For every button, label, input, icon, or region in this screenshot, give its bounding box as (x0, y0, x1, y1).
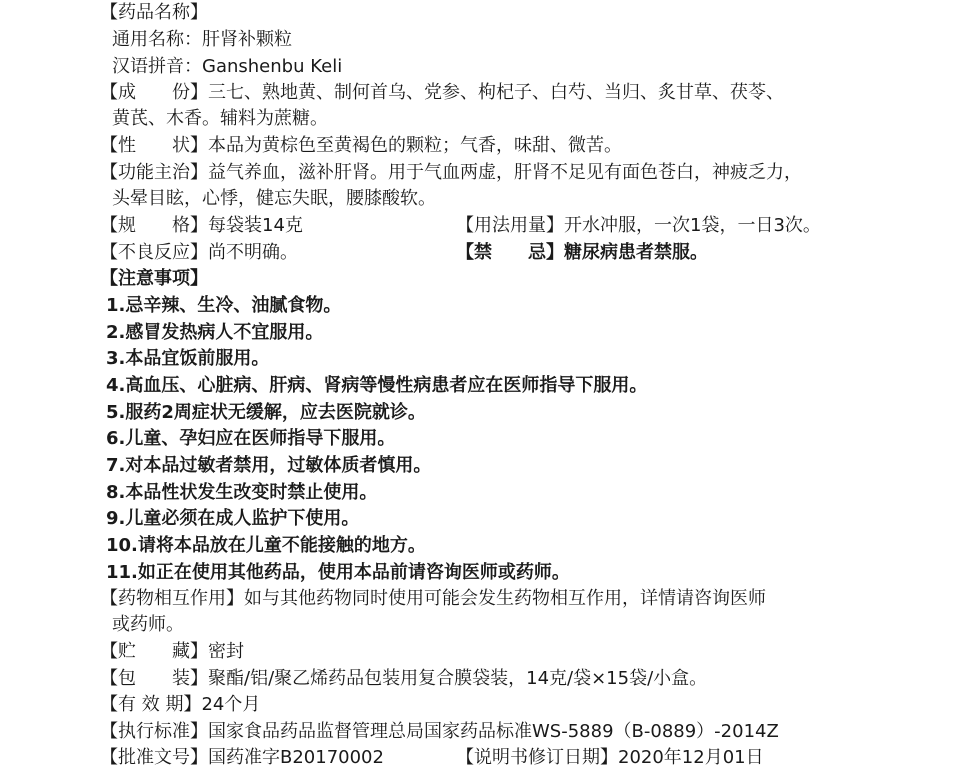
appearance-line (100, 133, 622, 159)
precaution-item-text: 2.感冒发热病人不宜服用。 (106, 322, 324, 343)
precaution-item (106, 426, 395, 452)
generic-name-text: 通用名称：肝肾补颗粒 (112, 29, 292, 50)
standard-line (100, 719, 779, 745)
precaution-item-text: 8.本品性状发生改变时禁止使用。 (106, 482, 378, 503)
standard-label: 【执行标准】 (100, 721, 208, 742)
packaging-line (100, 666, 707, 692)
adverse-value: 尚不明确。 (208, 242, 298, 263)
indications-label: 【功能主治】 (100, 162, 208, 183)
dosage-value: 开水冲服，一次1袋，一日3次。 (564, 215, 821, 236)
precaution-item (106, 293, 341, 319)
precaution-item (106, 320, 323, 346)
storage-line (100, 639, 244, 665)
precaution-item-text: 9.儿童必须在成人监护下使用。 (106, 508, 360, 529)
specification-line (100, 213, 303, 239)
approval-label: 【批准文号】 (100, 747, 208, 768)
ingredients-line-2 (112, 106, 328, 132)
ingredients-value-1: 三七、熟地黄、制何首乌、党参、枸杞子、白芍、当归、炙甘草、茯苓、 (208, 82, 784, 103)
precaution-item (106, 533, 426, 559)
precautions-label: 【注意事项】 (100, 268, 208, 289)
contraindications-label: 【禁 忌】 (456, 242, 564, 263)
precaution-item-text: 7.对本品过敏者禁用，过敏体质者慎用。 (106, 455, 432, 476)
precaution-item (106, 373, 647, 399)
precautions-header (100, 266, 208, 292)
pinyin-name (112, 54, 342, 80)
specification-label: 【规 格】 (100, 215, 208, 236)
drug-name-header-text: 【药品名称】 (100, 2, 208, 23)
interactions-value-2: 或药师。 (112, 614, 184, 635)
dosage-line (456, 213, 821, 239)
approval-line (100, 745, 384, 771)
ingredients-line-1 (100, 80, 784, 106)
interactions-line-2 (112, 612, 184, 638)
precaution-item (106, 346, 269, 372)
approval-value: 国药准字B20170002 (208, 747, 384, 768)
drug-name-header (100, 0, 208, 26)
precaution-item-text: 4.高血压、心脏病、肝病、肾病等慢性病患者应在医师指导下服用。 (106, 375, 648, 396)
revision-line (456, 745, 764, 771)
standard-value: 国家食品药品监督管理总局国家药品标准WS-5889（B-0889）-2014Z (208, 721, 779, 742)
indications-line-1 (100, 160, 802, 186)
pinyin-name-text: 汉语拼音：Ganshenbu Keli (112, 56, 343, 77)
appearance-label: 【性 状】 (100, 135, 208, 156)
interactions-label: 【药物相互作用】 (100, 588, 244, 609)
storage-label: 【贮 藏】 (100, 641, 208, 662)
ingredients-label: 【成 份】 (100, 82, 208, 103)
specification-value: 每袋装14克 (208, 215, 303, 236)
indications-value-2: 头晕目眩，心悸，健忘失眠，腰膝酸软。 (112, 188, 436, 209)
dosage-label: 【用法用量】 (456, 215, 564, 236)
precaution-item-text: 6.儿童、孕妇应在医师指导下服用。 (106, 428, 396, 449)
interactions-line-1 (100, 586, 766, 612)
indications-value-1: 益气养血，滋补肝肾。用于气血两虚，肝肾不足见有面色苍白，神疲乏力， (208, 162, 802, 183)
precaution-item-text: 1.忌辛辣、生冷、油腻食物。 (106, 295, 342, 316)
revision-label: 【说明书修订日期】 (456, 747, 618, 768)
revision-value: 2020年12月01日 (618, 747, 764, 768)
precaution-item-text: 10.请将本品放在儿童不能接触的地方。 (106, 535, 426, 556)
interactions-value-1: 如与其他药物同时使用可能会发生药物相互作用，详情请咨询医师 (244, 588, 766, 609)
validity-value: 24个月 (201, 694, 261, 715)
storage-value: 密封 (208, 641, 244, 662)
precaution-item (106, 560, 570, 586)
precaution-item (106, 506, 359, 532)
precaution-item (106, 400, 426, 426)
precaution-item-text: 3.本品宜饭前服用。 (106, 348, 270, 369)
packaging-value: 聚酯/铝/聚乙烯药品包装用复合膜袋装，14克/袋×15袋/小盒。 (208, 668, 708, 689)
precaution-item (106, 480, 377, 506)
generic-name (112, 27, 292, 53)
packaging-label: 【包 装】 (100, 668, 208, 689)
contraindications-value: 糖尿病患者禁服。 (564, 242, 708, 263)
adverse-label: 【不良反应】 (100, 242, 208, 263)
ingredients-value-2: 黄芪、木香。辅料为蔗糖。 (112, 108, 328, 129)
validity-label: 【有 效 期】 (100, 694, 202, 715)
appearance-value: 本品为黄棕色至黄褐色的颗粒；气香，味甜、微苦。 (208, 135, 622, 156)
precaution-item (106, 453, 431, 479)
validity-line (100, 692, 260, 718)
precaution-item-text: 11.如正在使用其他药品，使用本品前请咨询医师或药师。 (106, 562, 570, 583)
precaution-item-text: 5.服药2周症状无缓解，应去医院就诊。 (106, 402, 426, 423)
contraindications-line (456, 240, 708, 266)
indications-line-2 (112, 186, 436, 212)
adverse-line (100, 240, 298, 266)
